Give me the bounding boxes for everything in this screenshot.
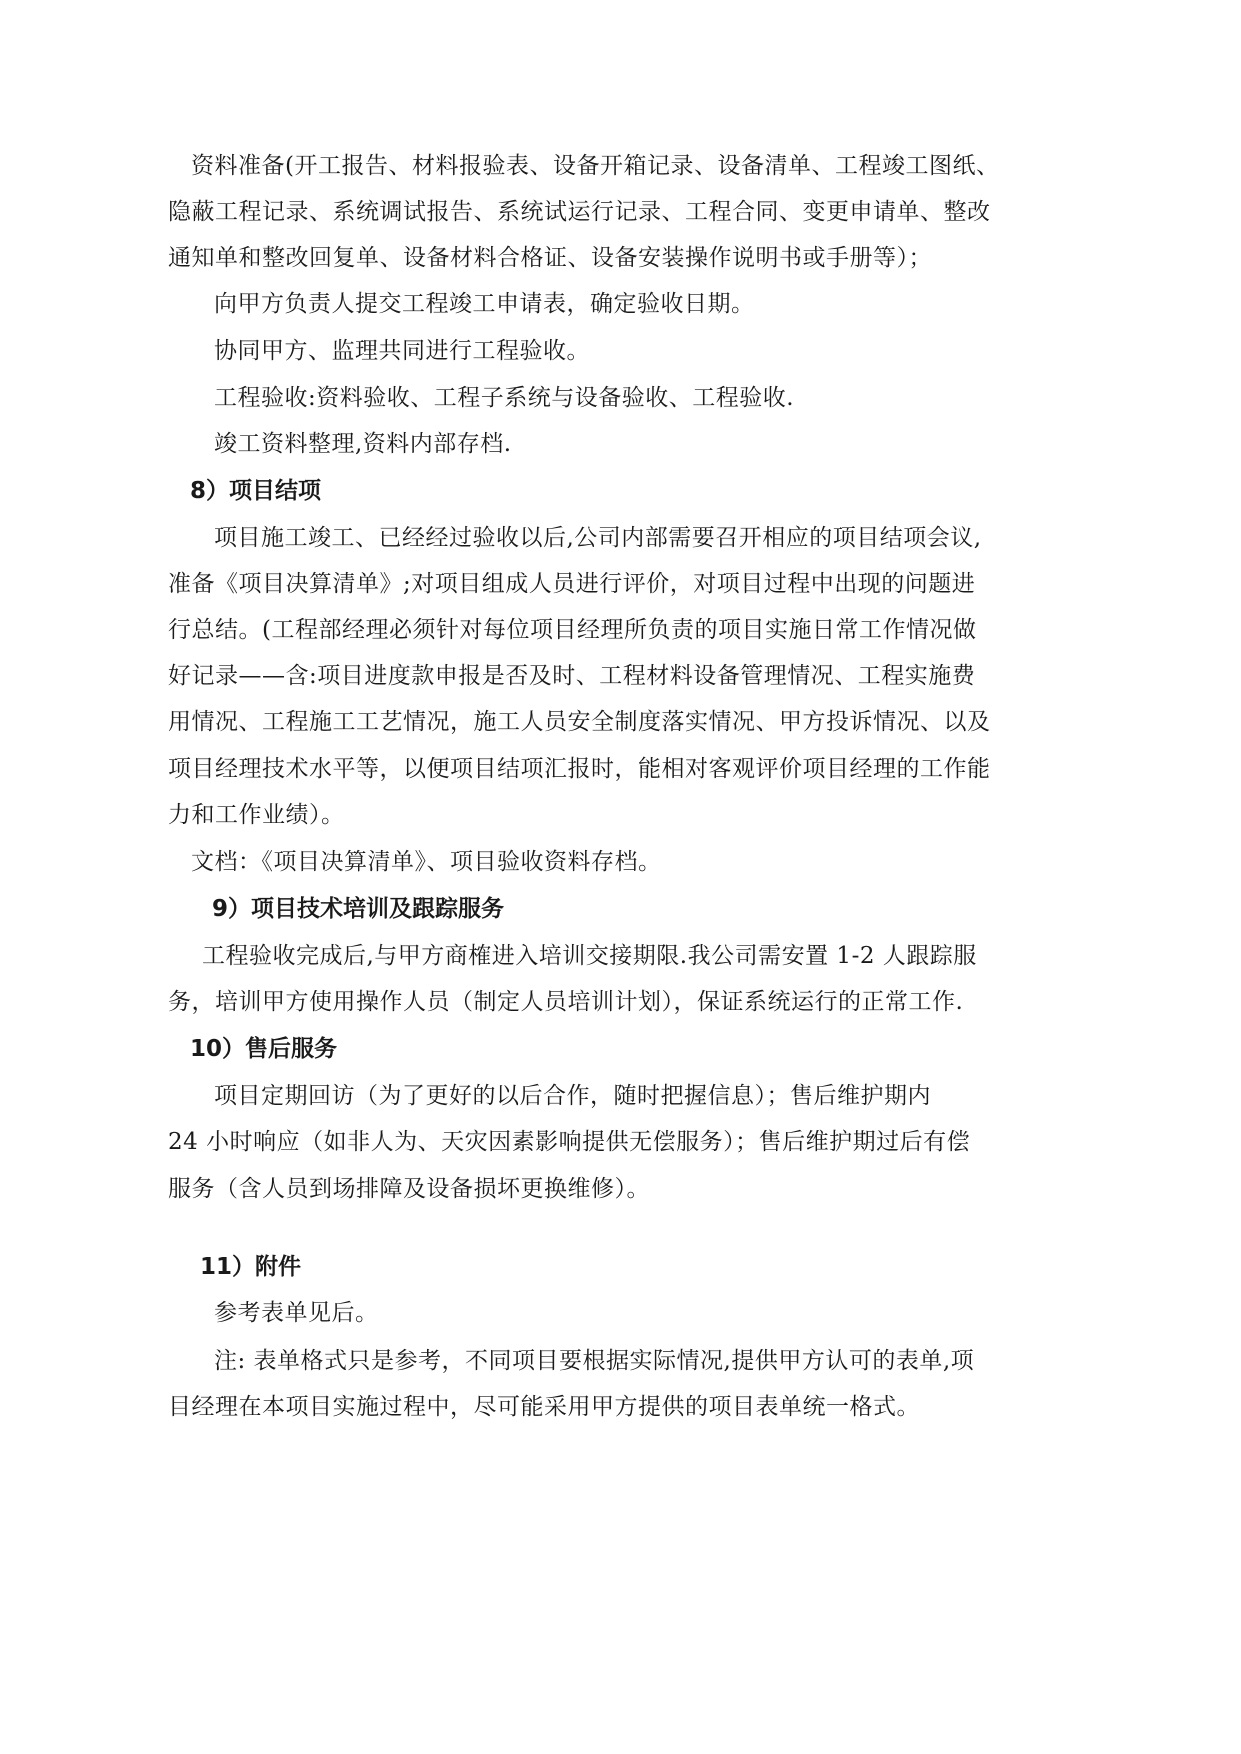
paragraph-line: 项目定期回访（为了更好的以后合作，随时把握信息）；售后维护期内 (214, 1083, 931, 1109)
paragraph-line: 力和工作业绩）。 (168, 802, 345, 828)
paragraph-line: 参考表单见后。 (214, 1300, 379, 1326)
paragraph-line: 竣工资料整理,资料内部存档. (214, 431, 512, 457)
paragraph-line: 服务（含人员到场排障及设备损坏更换维修）。 (168, 1176, 650, 1202)
paragraph-line: 好记录——含:项目进度款申报是否及时、工程材料设备管理情况、工程实施费 (168, 663, 976, 689)
paragraph-line: 务，培训甲方使用操作人员（制定人员培训计划），保证系统运行的正常工作. (168, 989, 964, 1015)
paragraph-line: 准备《项目决算清单》;对项目组成人员进行评价，对项目过程中出现的问题进 (168, 571, 976, 597)
section-heading-8: 8）项目结项 (190, 478, 322, 504)
paragraph-line: 目经理在本项目实施过程中，尽可能采用甲方提供的项目表单统一格式。 (168, 1394, 920, 1420)
paragraph-line: 向甲方负责人提交工程竣工申请表，确定验收日期。 (214, 291, 755, 317)
paragraph-line: 通知单和整改回复单、设备材料合格证、设备安装操作说明书或手册等）； (168, 245, 932, 271)
paragraph-line: 资料准备(开工报告、材料报验表、设备开箱记录、设备清单、工程竣工图纸、 (191, 153, 1000, 179)
paragraph-line: 工程验收:资料验收、工程子系统与设备验收、工程验收. (214, 385, 795, 411)
section-heading-9: 9）项目技术培训及跟踪服务 (212, 896, 505, 922)
paragraph-line: 协同甲方、监理共同进行工程验收。 (214, 338, 590, 364)
paragraph-line: 隐蔽工程记录、系统调试报告、系统试运行记录、工程合同、变更申请单、整改 (168, 199, 991, 225)
paragraph-line: 行总结。(工程部经理必须针对每位项目经理所负责的项目实施日常工作情况做 (168, 617, 977, 643)
paragraph-line: 文档：《项目决算清单》、项目验收资料存档。 (191, 849, 662, 875)
paragraph-line: 项目施工竣工、已经经过验收以后,公司内部需要召开相应的项目结项会议, (214, 525, 982, 551)
section-heading-10: 10）售后服务 (190, 1036, 338, 1062)
section-heading-11: 11）附件 (200, 1254, 302, 1280)
paragraph-line: 注: 表单格式只是参考，不同项目要根据实际情况,提供甲方认可的表单,项 (214, 1348, 975, 1374)
paragraph-line: 24 小时响应（如非人为、天灾因素影响提供无偿服务）；售后维护期过后有偿 (168, 1129, 971, 1155)
paragraph-line: 工程验收完成后,与甲方商榷进入培训交接期限.我公司需安置 1-2 人跟踪服 (202, 943, 977, 969)
paragraph-line: 项目经理技术水平等，以便项目结项汇报时，能相对客观评价项目经理的工作能 (168, 756, 991, 782)
paragraph-line: 用情况、工程施工工艺情况，施工人员安全制度落实情况、甲方投诉情况、以及 (168, 709, 991, 735)
